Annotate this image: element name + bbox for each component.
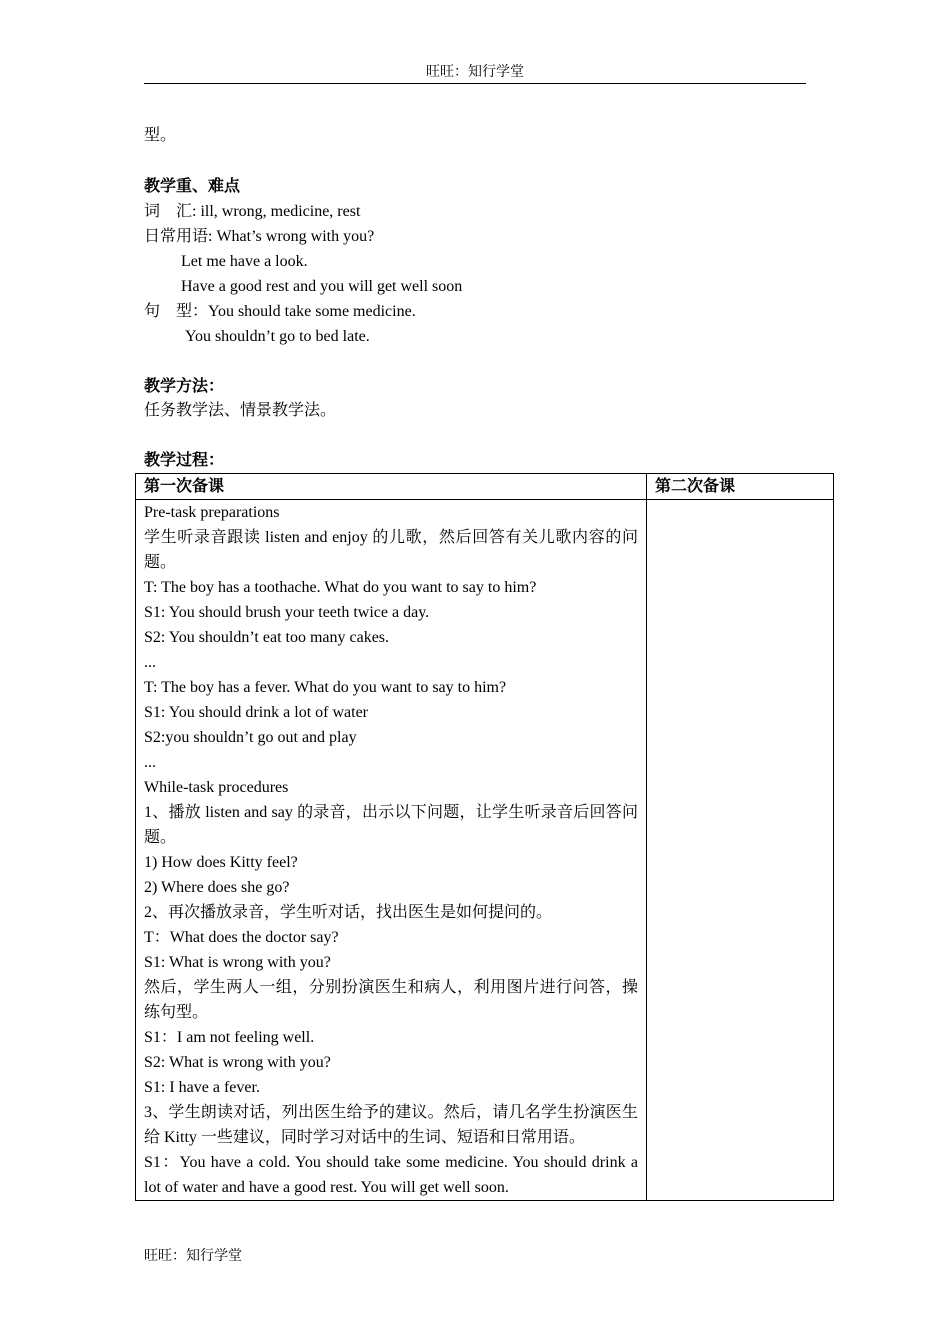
header-rule xyxy=(144,83,806,84)
process-line: T: The boy has a fever. What do you want to say to him? xyxy=(144,679,507,696)
key-points-heading: 教学重、难点 xyxy=(144,178,241,195)
process-line: ... xyxy=(144,754,156,771)
sentence-pattern-1: 句 型：You should take some medicine. xyxy=(144,303,416,320)
process-line: T：What does the doctor say? xyxy=(144,929,339,946)
process-line: 3、学生朗读对话，列出医生给予的建议。然后，请几名学生扮演医生给 Kitty 一些建议，同时学习对话中的生词、短语和日常用语。 xyxy=(144,1104,638,1146)
table-body-row xyxy=(136,500,834,1201)
process-line: S1：You have a cold. You should take some medicine. You should drink a lot of water and have a good rest. You will get well soon. xyxy=(144,1154,638,1196)
process-line: T: The boy has a toothache. What do you want to say to him? xyxy=(144,579,537,596)
process-line: While-task procedures xyxy=(144,779,289,796)
process-line: S1: You should drink a lot of water xyxy=(144,704,368,721)
process-line: S1: What is wrong with you? xyxy=(144,954,331,971)
page-header: 旺旺：知行学堂 xyxy=(426,65,524,80)
process-line: S1: I have a fever. xyxy=(144,1079,260,1096)
methods-heading: 教学方法： xyxy=(144,378,225,395)
process-line: S2: What is wrong with you? xyxy=(144,1054,331,1071)
process-line: ... xyxy=(144,654,156,671)
first-prep-header: 第一次备课 xyxy=(136,474,647,500)
process-line: 学生听录音跟读 listen and enjoy 的儿歌，然后回答有关儿歌内容的问题。 xyxy=(144,529,638,571)
process-line: 1) How does Kitty feel? xyxy=(144,854,298,871)
process-line: S2:you shouldn’t go out and play xyxy=(144,729,357,746)
process-line: 2、再次播放录音，学生听对话，找出医生是如何提问的。 xyxy=(144,904,553,921)
process-line: 1、播放 listen and say 的录音，出示以下问题，让学生听录音后回答问题。 xyxy=(144,804,638,846)
process-line: S1：I am not feeling well. xyxy=(144,1029,315,1046)
page-footer: 旺旺：知行学堂 xyxy=(144,1249,242,1264)
vocab-line: 词 汇: ill, wrong, medicine, rest xyxy=(144,203,361,220)
second-prep-header: 第二次备课 xyxy=(647,474,834,500)
second-prep-content xyxy=(647,500,834,1201)
process-line: 然后，学生两人一组，分别扮演医生和病人，利用图片进行问答，操练句型。 xyxy=(144,979,638,1021)
first-prep-content xyxy=(136,500,647,1201)
sentence-pattern-2: You shouldn’t go to bed late. xyxy=(185,328,370,345)
daily-phrases-line: 日常用语: What’s wrong with you? xyxy=(144,228,375,245)
process-line: 2) Where does she go? xyxy=(144,879,290,896)
intro-tail: 型。 xyxy=(144,127,177,144)
process-line: S1: You should brush your teeth twice a day. xyxy=(144,604,430,621)
methods-text: 任务教学法、情景教学法。 xyxy=(144,402,337,419)
daily-phrase-3: Have a good rest and you will get well soon xyxy=(181,278,463,295)
lesson-plan-table xyxy=(135,473,834,1201)
process-line: S2: You shouldn’t eat too many cakes. xyxy=(144,629,390,646)
process-heading: 教学过程： xyxy=(144,452,225,469)
process-line: Pre-task preparations xyxy=(144,504,280,521)
daily-phrase-2: Let me have a look. xyxy=(181,253,308,270)
table-header-row xyxy=(136,474,834,500)
